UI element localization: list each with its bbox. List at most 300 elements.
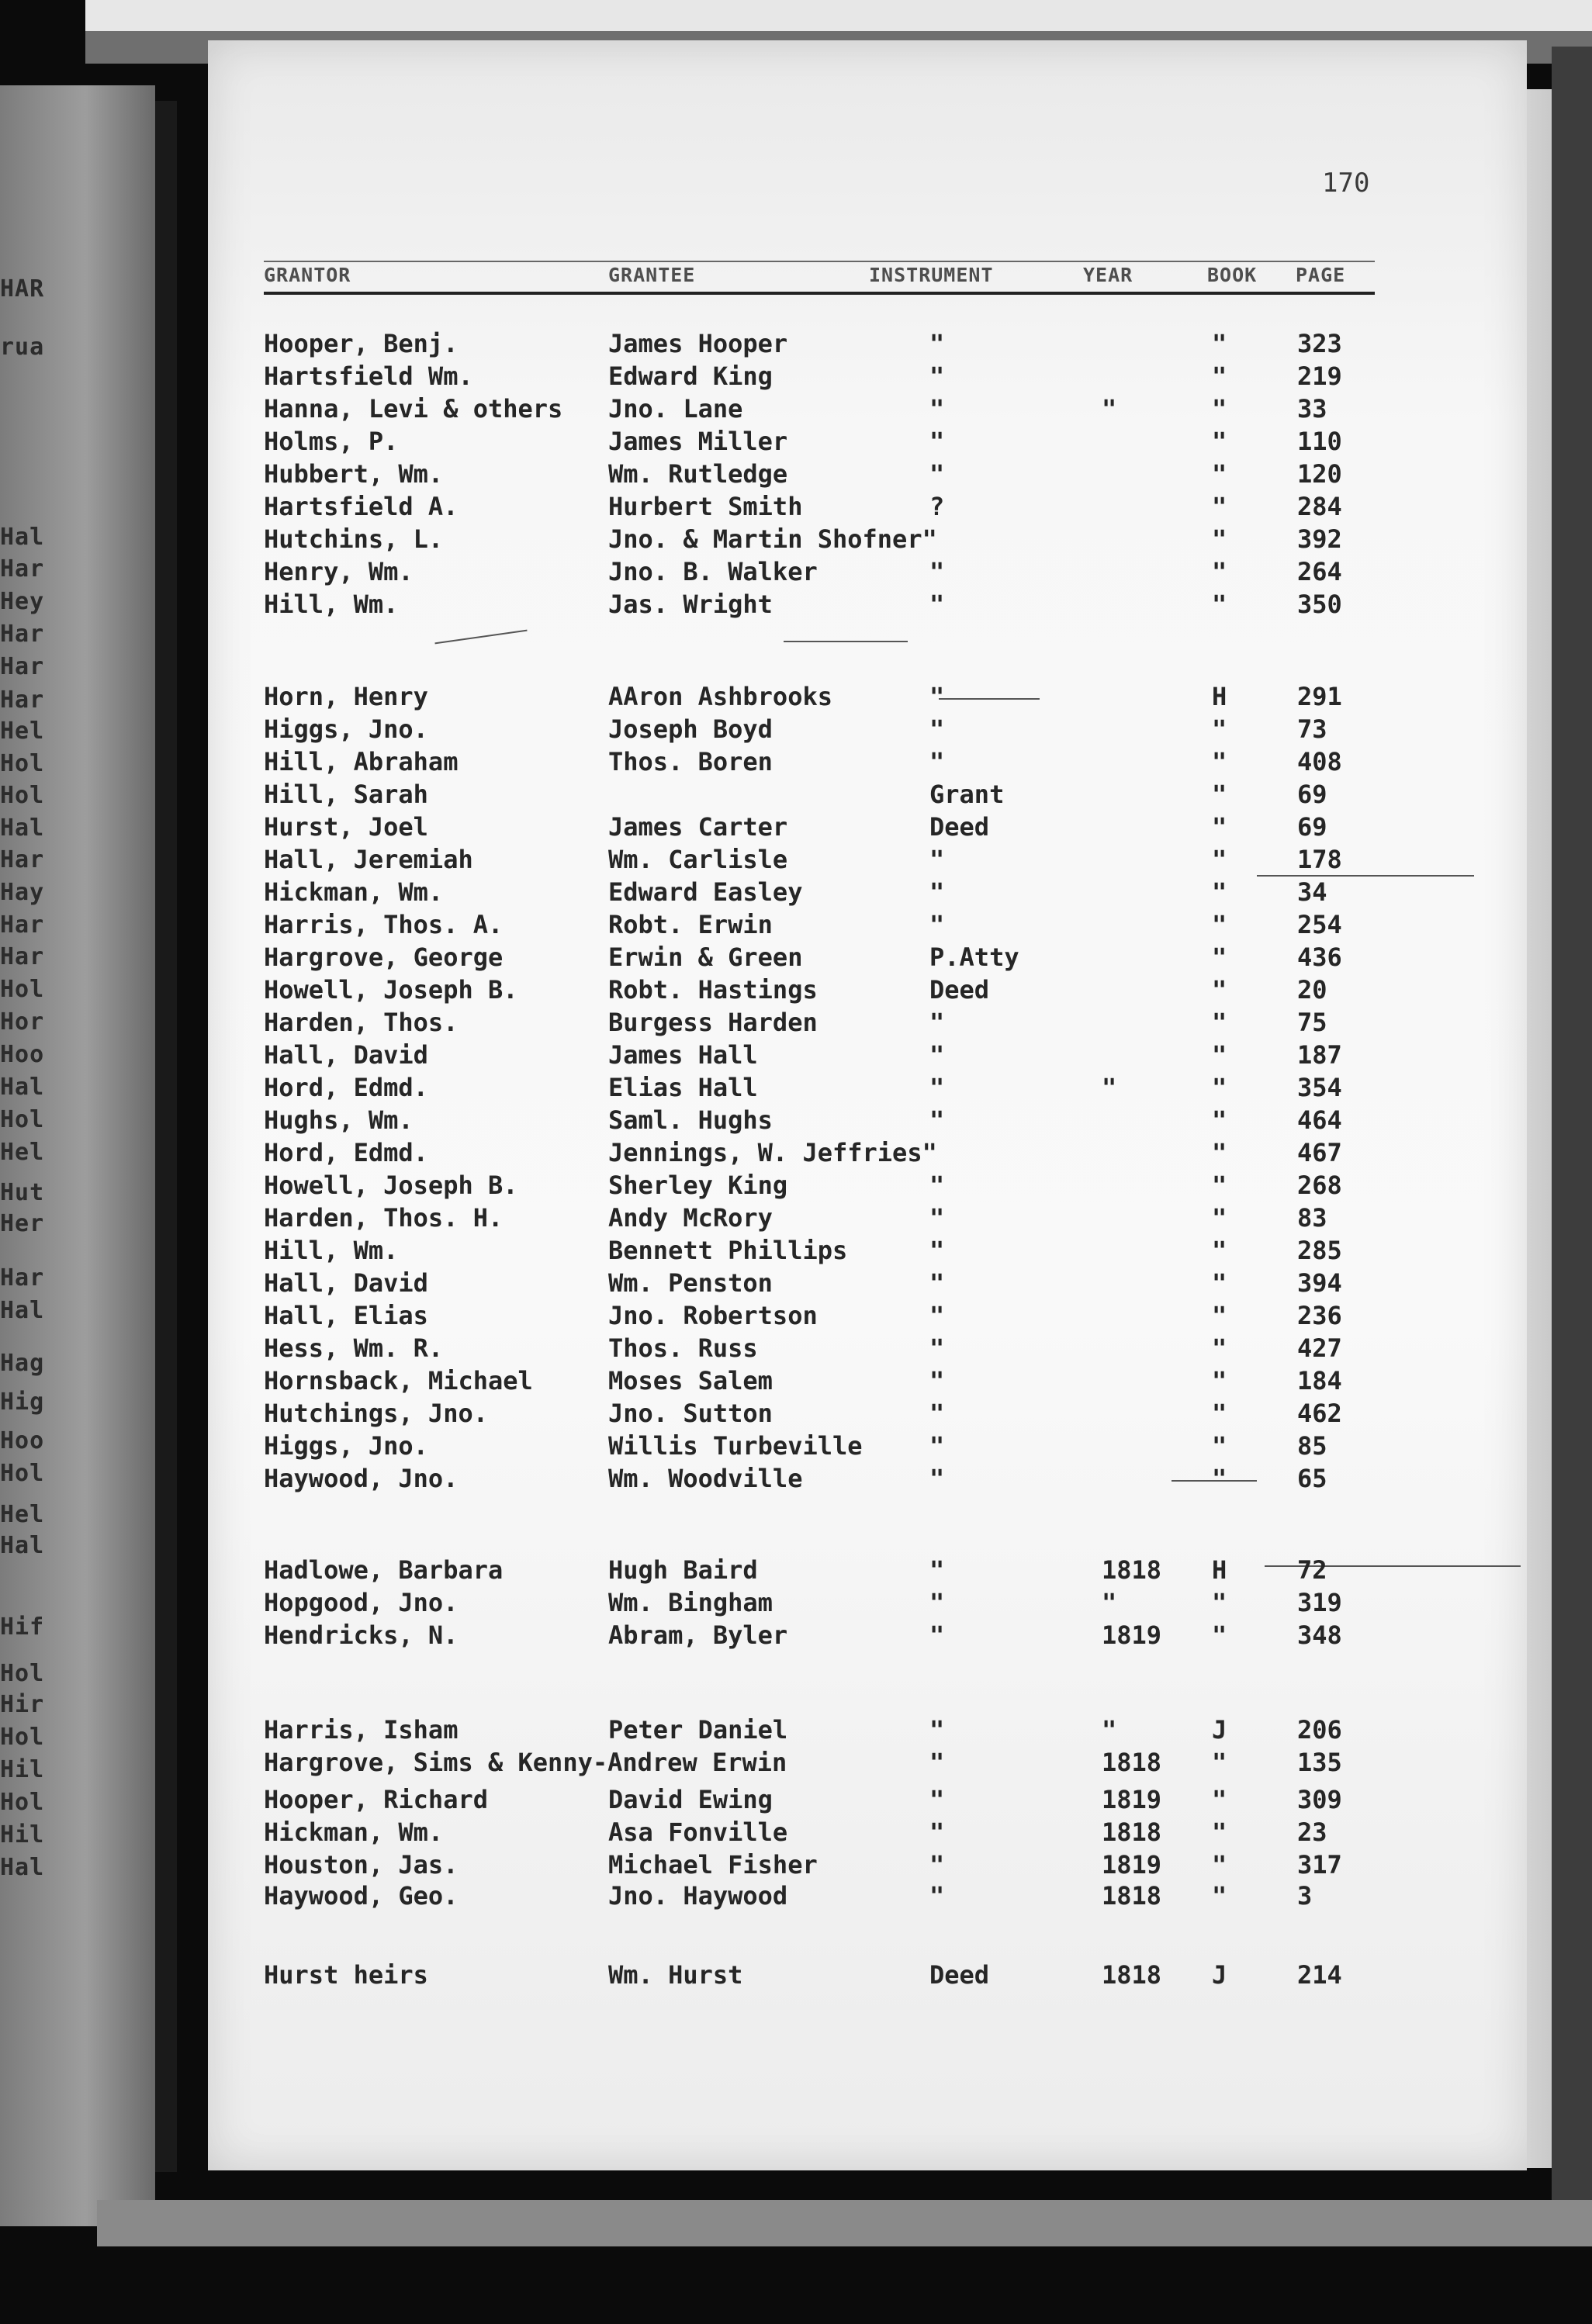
- cell-grantor: Hughs, Wm.: [264, 1105, 414, 1135]
- cell-grantor: Hendricks, N.: [264, 1620, 459, 1650]
- cell-page: 408: [1297, 747, 1342, 776]
- cell-book: H: [1212, 682, 1227, 711]
- cell-instrument: ": [929, 427, 945, 456]
- table-row: [0, 393, 1592, 424]
- cell-grantee: James Hall: [608, 1040, 758, 1070]
- cell-page: 291: [1297, 682, 1342, 711]
- cell-book: ": [1212, 492, 1227, 521]
- cell-grantor: Hall, Jeremiah: [264, 845, 473, 874]
- table-row: [0, 1784, 1592, 1815]
- cell-page: 284: [1297, 492, 1342, 521]
- cell-instrument: ": [929, 1785, 945, 1814]
- cell-page: 462: [1297, 1399, 1342, 1428]
- left-page-fragment: Hel: [0, 718, 45, 745]
- cell-book: J: [1212, 1960, 1227, 1990]
- cell-page: 268: [1297, 1171, 1342, 1200]
- cell-instrument: ": [929, 1464, 945, 1493]
- table-row: [0, 1430, 1592, 1461]
- cell-page: 436: [1297, 942, 1342, 972]
- cell-page: 264: [1297, 557, 1342, 586]
- left-page-fragment: Hol: [0, 1660, 45, 1687]
- table-row: [0, 1105, 1592, 1136]
- cell-grantor: Hill, Sarah: [264, 780, 428, 809]
- left-page-fragment: Hig: [0, 1389, 45, 1416]
- cell-instrument: ": [929, 1366, 945, 1395]
- cell-grantor: Hall, Elias: [264, 1301, 428, 1330]
- left-page-fragment: Har: [0, 686, 45, 714]
- table-row: [0, 1555, 1592, 1586]
- cell-book: ": [1212, 329, 1227, 358]
- cell-book: ": [1212, 1105, 1227, 1135]
- cell-instrument: ": [929, 1171, 945, 1200]
- cell-grantee: Jno. Sutton: [608, 1399, 773, 1428]
- left-page-fragment: Har: [0, 943, 45, 970]
- cell-book: ": [1212, 1850, 1227, 1880]
- cell-grantor: Hill, Wm.: [264, 1236, 399, 1265]
- left-page-fragment: Hol: [0, 1106, 45, 1133]
- table-row: [0, 1587, 1592, 1618]
- cell-grantor: Houston, Jas.: [264, 1850, 459, 1880]
- left-page-fragment: Har: [0, 621, 45, 648]
- left-page-fragment: Hut: [0, 1179, 45, 1206]
- cell-page: 467: [1297, 1138, 1342, 1167]
- cell-book: ": [1212, 590, 1227, 619]
- table-row: [0, 1007, 1592, 1038]
- cell-grantee: Robt. Hastings: [608, 975, 818, 1005]
- cell-page: 254: [1297, 910, 1342, 939]
- cell-grantor: Hutchings, Jno.: [264, 1399, 488, 1428]
- cell-book: ": [1212, 1203, 1227, 1233]
- cell-grantee: Jas. Wright: [608, 590, 773, 619]
- cell-instrument: ?: [929, 492, 945, 521]
- cell-page: 317: [1297, 1850, 1342, 1880]
- cell-instrument: ": [929, 1105, 945, 1135]
- cell-instrument: Deed: [929, 1960, 990, 1990]
- left-page-fragment: Hel: [0, 1501, 45, 1528]
- cell-book: ": [1212, 1588, 1227, 1617]
- cell-year: 1818: [1102, 1881, 1162, 1911]
- cell-book: ": [1212, 427, 1227, 456]
- column-header-book: BOOK: [1207, 264, 1258, 286]
- cell-book: ": [1212, 1431, 1227, 1461]
- cell-instrument: P.Atty: [929, 942, 1019, 972]
- cell-grantor: Hutchins, L.: [264, 524, 444, 554]
- left-page-fragment: Hil: [0, 1756, 45, 1783]
- cell-grantor: Hooper, Benj.: [264, 329, 459, 358]
- cell-book: ": [1212, 1301, 1227, 1330]
- cell-grantee: Michael Fisher: [608, 1850, 818, 1880]
- table-row: [0, 1817, 1592, 1848]
- cell-page: 214: [1297, 1960, 1342, 1990]
- left-page-fragment: Har: [0, 846, 45, 873]
- cell-grantee: James Hooper: [608, 329, 788, 358]
- cell-book: ": [1212, 780, 1227, 809]
- table-row: [0, 1747, 1592, 1778]
- table-row: [0, 1300, 1592, 1331]
- cell-grantor: Hopgood, Jno.: [264, 1588, 459, 1617]
- cell-grantor: Hill, Wm.: [264, 590, 399, 619]
- left-page-fragment: Hal: [0, 1854, 45, 1881]
- cell-grantor: Hurst heirs: [264, 1960, 428, 1990]
- column-header-grantee: GRANTEE: [608, 264, 696, 286]
- cell-page: 184: [1297, 1366, 1342, 1395]
- cell-year: 1819: [1102, 1785, 1162, 1814]
- cell-instrument: ": [929, 459, 945, 489]
- cell-book: ": [1212, 1817, 1227, 1847]
- table-row: [0, 1072, 1592, 1103]
- cell-year: 1818: [1102, 1555, 1162, 1585]
- table-row: [0, 589, 1592, 620]
- cell-year: ": [1102, 1588, 1117, 1617]
- cell-grantee: Jno. Lane: [608, 394, 743, 424]
- cell-book: ": [1212, 1333, 1227, 1363]
- cell-page: 219: [1297, 361, 1342, 391]
- cell-page: 350: [1297, 590, 1342, 619]
- cell-page: 135: [1297, 1748, 1342, 1777]
- cell-grantee: Abram, Byler: [608, 1620, 788, 1650]
- cell-year: 1818: [1102, 1817, 1162, 1847]
- table-row: [0, 974, 1592, 1005]
- cell-grantee: Jno. Haywood: [608, 1881, 788, 1911]
- cell-page: 73: [1297, 714, 1327, 744]
- left-page-fragment: Har: [0, 911, 45, 939]
- cell-instrument: ": [929, 1008, 945, 1037]
- table-row: [0, 524, 1592, 555]
- cell-page: 206: [1297, 1715, 1342, 1745]
- cell-page: 394: [1297, 1268, 1342, 1298]
- cell-grantee: Robt. Erwin: [608, 910, 773, 939]
- cell-page: 69: [1297, 812, 1327, 842]
- cell-page: 309: [1297, 1785, 1342, 1814]
- cell-grantor: Harris, Thos. A.: [264, 910, 504, 939]
- cell-grantor: Hargrove, Sims & Kenny-Andrew Erwin: [264, 1748, 787, 1777]
- cell-instrument: Deed: [929, 812, 990, 842]
- cell-book: ": [1212, 877, 1227, 907]
- cell-grantor: Hartsfield A.: [264, 492, 459, 521]
- left-page-fragment: Her: [0, 1210, 45, 1237]
- cell-instrument: ": [929, 590, 945, 619]
- cell-grantor: Henry, Wm.: [264, 557, 414, 586]
- cell-grantee: Wm. Rutledge: [608, 459, 788, 489]
- cell-instrument: ": [929, 845, 945, 874]
- cell-page: 110: [1297, 427, 1342, 456]
- table-row: [0, 1137, 1592, 1168]
- page-number: 170: [1322, 168, 1370, 199]
- table-row: [0, 877, 1592, 908]
- cell-grantee: Edward Easley: [608, 877, 803, 907]
- cell-grantee: Andy McRory: [608, 1203, 773, 1233]
- left-page-fragment: HAR: [0, 275, 45, 303]
- cell-grantor: Hooper, Richard: [264, 1785, 488, 1814]
- table-row: [0, 328, 1592, 359]
- cell-book: ": [1212, 747, 1227, 776]
- table-row: [0, 1849, 1592, 1880]
- cell-year: 1818: [1102, 1748, 1162, 1777]
- cell-page: 75: [1297, 1008, 1327, 1037]
- cell-grantee: Jno. B. Walker: [608, 557, 818, 586]
- cell-page: 187: [1297, 1040, 1342, 1070]
- cell-instrument: ": [929, 1555, 945, 1585]
- cell-grantee: Sherley King: [608, 1171, 788, 1200]
- cell-book: ": [1212, 714, 1227, 744]
- cell-book: J: [1212, 1715, 1227, 1745]
- cell-page: 285: [1297, 1236, 1342, 1265]
- cell-year: 1819: [1102, 1620, 1162, 1650]
- cell-grantee: Asa Fonville: [608, 1817, 788, 1847]
- left-page-fragment: Hol: [0, 1460, 45, 1487]
- cell-grantor: Hornsback, Michael: [264, 1366, 533, 1395]
- table-row: [0, 458, 1592, 489]
- left-page-fragment: Hal: [0, 1074, 45, 1101]
- cell-book: ": [1212, 557, 1227, 586]
- cell-book: ": [1212, 361, 1227, 391]
- cell-instrument: ": [929, 1333, 945, 1363]
- cell-grantee: Jno. & Martin Shofner": [608, 524, 937, 554]
- cell-book: ": [1212, 1073, 1227, 1102]
- table-row: [0, 491, 1592, 522]
- table-row: [0, 909, 1592, 940]
- cell-grantor: Higgs, Jno.: [264, 1431, 428, 1461]
- table-row: [0, 1333, 1592, 1364]
- cell-instrument: ": [929, 329, 945, 358]
- cell-instrument: ": [929, 1620, 945, 1650]
- cell-grantor: Hickman, Wm.: [264, 877, 444, 907]
- table-row: [0, 844, 1592, 875]
- table-row: [0, 811, 1592, 842]
- cell-book: ": [1212, 910, 1227, 939]
- cell-grantee: Hugh Baird: [608, 1555, 758, 1585]
- cell-instrument: ": [929, 394, 945, 424]
- left-page-fragment: Hag: [0, 1350, 45, 1377]
- cell-book: ": [1212, 975, 1227, 1005]
- cell-grantor: Haywood, Jno.: [264, 1464, 459, 1493]
- cell-instrument: ": [929, 1817, 945, 1847]
- cell-book: ": [1212, 1748, 1227, 1777]
- cell-grantee: Wm. Penston: [608, 1268, 773, 1298]
- table-row: [0, 746, 1592, 777]
- table-row: [0, 1880, 1592, 1911]
- cell-book: ": [1212, 1138, 1227, 1167]
- table-row: [0, 1463, 1592, 1494]
- cell-instrument: ": [929, 1203, 945, 1233]
- cell-grantor: Hord, Edmd.: [264, 1138, 428, 1167]
- cell-grantee: David Ewing: [608, 1785, 773, 1814]
- cell-page: 3: [1297, 1881, 1313, 1911]
- cell-grantor: Hargrove, George: [264, 942, 504, 972]
- table-row: [0, 1267, 1592, 1299]
- cell-grantor: Harris, Isham: [264, 1715, 459, 1745]
- cell-book: ": [1212, 459, 1227, 489]
- cell-book: ": [1212, 942, 1227, 972]
- cell-grantee: Wm. Woodville: [608, 1464, 803, 1493]
- table-row: [0, 1714, 1592, 1745]
- cell-grantor: Hord, Edmd.: [264, 1073, 428, 1102]
- table-row: [0, 1039, 1592, 1070]
- cell-grantee: AAron Ashbrooks: [608, 682, 832, 711]
- cell-grantor: Harden, Thos.: [264, 1008, 459, 1037]
- table-row: [0, 779, 1592, 810]
- cell-book: ": [1212, 1881, 1227, 1911]
- cell-instrument: ": [929, 877, 945, 907]
- cell-grantee: James Carter: [608, 812, 788, 842]
- cell-instrument: ": [929, 1588, 945, 1617]
- cell-grantee: Thos. Russ: [608, 1333, 758, 1363]
- cell-book: ": [1212, 524, 1227, 554]
- table-row: [0, 942, 1592, 973]
- cell-grantor: Hess, Wm. R.: [264, 1333, 444, 1363]
- cell-book: ": [1212, 1236, 1227, 1265]
- cell-grantee: Burgess Harden: [608, 1008, 818, 1037]
- cell-book: ": [1212, 1464, 1227, 1493]
- cell-grantor: Hall, David: [264, 1268, 428, 1298]
- left-page-fragment: Hol: [0, 782, 45, 809]
- cell-grantor: Holms, P.: [264, 427, 399, 456]
- cell-page: 392: [1297, 524, 1342, 554]
- cell-instrument: ": [929, 910, 945, 939]
- table-row: [0, 1365, 1592, 1396]
- cell-grantee: Saml. Hughs: [608, 1105, 773, 1135]
- cell-instrument: ": [929, 1268, 945, 1298]
- left-page-fragment: rua: [0, 334, 45, 361]
- cell-book: H: [1212, 1555, 1227, 1585]
- cell-page: 236: [1297, 1301, 1342, 1330]
- cell-grantee: Hurbert Smith: [608, 492, 803, 521]
- cell-book: ": [1212, 1268, 1227, 1298]
- cell-page: 427: [1297, 1333, 1342, 1363]
- left-page-fragment: Hil: [0, 1821, 45, 1848]
- column-header-instrument: INSTRUMENT: [869, 264, 994, 286]
- cell-book: ": [1212, 1366, 1227, 1395]
- cell-grantee: Willis Turbeville: [608, 1431, 863, 1461]
- cell-instrument: ": [929, 1850, 945, 1880]
- cell-grantee: Erwin & Green: [608, 942, 803, 972]
- table-row: [0, 1959, 1592, 1990]
- cell-instrument: ": [929, 1301, 945, 1330]
- cell-grantor: Hadlowe, Barbara: [264, 1555, 504, 1585]
- cell-grantor: Howell, Joseph B.: [264, 975, 518, 1005]
- table-row: [0, 1202, 1592, 1233]
- cell-year: ": [1102, 394, 1117, 424]
- cell-book: ": [1212, 1399, 1227, 1428]
- cell-grantee: Moses Salem: [608, 1366, 773, 1395]
- cell-instrument: Deed: [929, 975, 990, 1005]
- cell-year: 1819: [1102, 1850, 1162, 1880]
- cell-grantor: Hartsfield Wm.: [264, 361, 473, 391]
- table-row: [0, 556, 1592, 587]
- cell-grantee: Wm. Carlisle: [608, 845, 788, 874]
- cell-instrument: ": [929, 682, 945, 711]
- cell-page: 69: [1297, 780, 1327, 809]
- cell-instrument: ": [929, 747, 945, 776]
- cell-page: 72: [1297, 1555, 1327, 1585]
- cell-grantor: Horn, Henry: [264, 682, 428, 711]
- cell-page: 354: [1297, 1073, 1342, 1102]
- left-page-fragment: Har: [0, 1264, 45, 1292]
- cell-page: 34: [1297, 877, 1327, 907]
- table-row: [0, 361, 1592, 392]
- cell-grantor: Hill, Abraham: [264, 747, 459, 776]
- left-page-fragment: Hal: [0, 814, 45, 842]
- left-page-fragment: Hal: [0, 1297, 45, 1324]
- left-page-fragment: Hir: [0, 1691, 45, 1718]
- left-page-fragment: Hol: [0, 1724, 45, 1751]
- table-row: [0, 426, 1592, 457]
- cell-page: 65: [1297, 1464, 1327, 1493]
- left-page-fragment: Har: [0, 653, 45, 680]
- left-page-fragment: Hif: [0, 1613, 45, 1641]
- cell-instrument: ": [929, 1431, 945, 1461]
- table-row: [0, 1620, 1592, 1651]
- cell-grantor: Hall, David: [264, 1040, 428, 1070]
- cell-page: 464: [1297, 1105, 1342, 1135]
- cell-page: 319: [1297, 1588, 1342, 1617]
- cell-year: ": [1102, 1073, 1117, 1102]
- cell-instrument: ": [929, 361, 945, 391]
- cell-grantee: Jno. Robertson: [608, 1301, 818, 1330]
- cell-grantor: Howell, Joseph B.: [264, 1171, 518, 1200]
- left-page-fragment: Hol: [0, 1789, 45, 1816]
- cell-grantee: Edward King: [608, 361, 773, 391]
- cell-grantee: Wm. Hurst: [608, 1960, 743, 1990]
- cell-instrument: ": [929, 1040, 945, 1070]
- left-page-fragment: Har: [0, 555, 45, 583]
- cell-book: ": [1212, 394, 1227, 424]
- cell-page: 23: [1297, 1817, 1327, 1847]
- cell-instrument: ": [929, 1881, 945, 1911]
- table-row: [0, 1398, 1592, 1429]
- table-row: [0, 1235, 1592, 1266]
- cell-book: ": [1212, 1620, 1227, 1650]
- cell-grantee: James Miller: [608, 427, 788, 456]
- cell-grantor: Haywood, Geo.: [264, 1881, 459, 1911]
- table-row: [0, 1170, 1592, 1201]
- cell-instrument: ": [929, 714, 945, 744]
- cell-book: ": [1212, 1785, 1227, 1814]
- cell-instrument: Grant: [929, 780, 1005, 809]
- table-row: [0, 714, 1592, 745]
- cell-page: 33: [1297, 394, 1327, 424]
- table-row: [0, 681, 1592, 712]
- cell-page: 85: [1297, 1431, 1327, 1461]
- cell-book: ": [1212, 1008, 1227, 1037]
- cell-book: ": [1212, 1171, 1227, 1200]
- left-page-fragment: Hor: [0, 1008, 45, 1036]
- cell-grantor: Higgs, Jno.: [264, 714, 428, 744]
- cell-instrument: ": [929, 1236, 945, 1265]
- column-header-grantor: GRANTOR: [264, 264, 351, 286]
- cell-grantor: Hurst, Joel: [264, 812, 428, 842]
- cell-grantee: Wm. Bingham: [608, 1588, 773, 1617]
- cell-book: ": [1212, 812, 1227, 842]
- left-page-fragment: Hoo: [0, 1041, 45, 1068]
- cell-instrument: ": [929, 1399, 945, 1428]
- cell-grantor: Hickman, Wm.: [264, 1817, 444, 1847]
- column-header-page: PAGE: [1296, 264, 1346, 286]
- left-page-fragment: Hal: [0, 1532, 45, 1559]
- cell-instrument: ": [929, 1748, 945, 1777]
- cell-page: 178: [1297, 845, 1342, 874]
- cell-year: ": [1102, 1715, 1117, 1745]
- left-page-fragment: Hol: [0, 750, 45, 777]
- cell-grantee: Jennings, W. Jeffries": [608, 1138, 937, 1167]
- left-page-fragment: Hey: [0, 588, 45, 615]
- cell-page: 20: [1297, 975, 1327, 1005]
- cell-instrument: ": [929, 1715, 945, 1745]
- left-page-fragment: Hal: [0, 524, 45, 551]
- cell-grantee: Peter Daniel: [608, 1715, 788, 1745]
- cell-page: 348: [1297, 1620, 1342, 1650]
- cell-instrument: ": [929, 557, 945, 586]
